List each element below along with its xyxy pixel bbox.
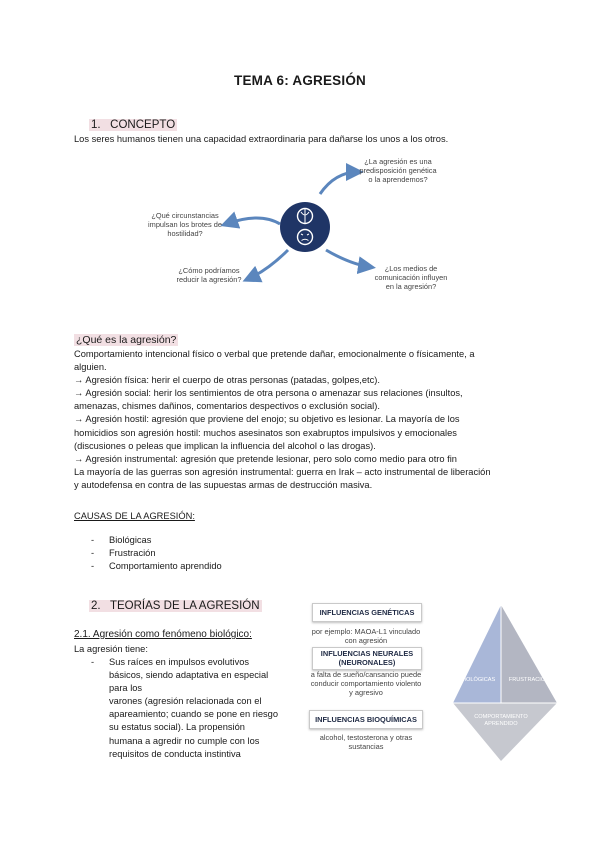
bullet-line: requisitos de conducta instintiva [109, 748, 241, 759]
bullet-line: básicos, siendo adaptativa en especial [109, 670, 269, 681]
question-genetic: ¿La agresión es una predisposición genética o la aprendemos? [359, 157, 437, 184]
triangle-label-aprendido: COMPORTAMIENTO APRENDIDO [474, 714, 528, 727]
triangle-bottom [453, 703, 557, 761]
genetic-influences-box: INFLUENCIAS GENÉTICAS [312, 603, 422, 622]
bullet-line: apareamiento; cuando se pone en riesgo [109, 709, 279, 720]
arrow-left [226, 218, 280, 224]
arrow-top-right [320, 172, 358, 194]
arrow-bottom-left [248, 250, 288, 279]
question-circumstances: ¿Qué circunstancias impulsan los brotes de hostilidad? [148, 211, 222, 238]
causes-list [74, 534, 374, 573]
bullet-block [74, 656, 304, 761]
bullet-line: varones (agresión relacionada con el [109, 696, 262, 707]
bullet-line: humana a agredir no cumple con los [109, 735, 260, 746]
definition-line: amenazas, chismes dañinos, comentarios despectivos o exclusión social). [74, 401, 380, 412]
bullet-line: para los [109, 683, 143, 694]
triangle-label-frustracion: FRUSTRACIÓN [508, 677, 550, 683]
definition-line: → Agresión instrumental: agresión que pretende lesionar, pero solo como medio para otro fin [74, 453, 457, 464]
definition-line: Comportamiento intencional físico o verbal que pretende dañar, emocionalmente o físicamente, a [74, 349, 475, 359]
list-item: - Comportamiento aprendido [74, 560, 374, 573]
question-diagram [140, 152, 460, 312]
neural-influences-desc: a falta de sueño/cansancio puede conducir comportamiento violento y agresivo [310, 670, 422, 697]
question-reduce: ¿Cómo podríamos reducir la agresión? [176, 266, 242, 284]
dash-marker: - [91, 657, 95, 667]
triangle-label-biologicas: BIOLÓGICAS [460, 677, 496, 683]
definition-block [74, 348, 589, 492]
section-heading-text: 1. CONCEPTO [91, 119, 176, 131]
definition-line: → Agresión física: herir el cuerpo de otras personas (patadas, golpes,etc). [74, 375, 380, 386]
list-item: - Biológicas [74, 534, 374, 547]
triangle-left [453, 605, 501, 703]
definition-line: alguien. [74, 362, 107, 373]
causes-triangle [445, 603, 565, 763]
subsection-heading-que-es [74, 334, 178, 346]
definition-line: La mayoría de las guerras son agresión instrumental: guerra en Irak – acto instrumental de liberación [74, 466, 491, 477]
genetic-influences-desc: por ejemplo: MAOA-L1 vinculado con agresión [311, 627, 421, 645]
biochemical-influences-desc: alcohol, testosterona y otras sustancias [319, 733, 413, 751]
bullet-line: Sus raíces en impulsos evolutivos [109, 657, 250, 667]
subsection-heading-biologico [74, 629, 252, 640]
arrow-bottom-right [326, 250, 370, 267]
section-heading-teorias [89, 600, 262, 612]
question-media: ¿Los medios de comunicación influyen en la agresión? [374, 264, 448, 291]
subsection-heading-text: ¿Qué es la agresión? [76, 334, 177, 346]
bullet-line: su estatus social). La propensión [109, 722, 245, 733]
section-heading-text: 2. TEORÍAS DE LA AGRESIÓN [91, 600, 260, 612]
definition-line: → Agresión hostil: agresión que proviene del enojo; su objetivo es lesionar. La mayoría de los [74, 414, 460, 425]
triangle-right [501, 605, 557, 703]
definition-line: (discusiones o peleas que implican la influencia del alcohol o las drogas). [74, 440, 376, 451]
biochemical-influences-box: INFLUENCIAS BIOQUÍMICAS [309, 710, 423, 729]
definition-line: homicidios son agresión hostil: muchos asesinatos son exabruptos impulsivos y emocionales [74, 427, 457, 438]
list-item: - Frustración [74, 547, 374, 560]
lead-text: La agresión tiene: [74, 644, 148, 654]
intro-text: Los seres humanos tienen una capacidad extraordinaria para dañarse los unos a los otros. [74, 134, 449, 144]
subsection-heading-text: 2.1. Agresión como fenómeno biológico: [74, 629, 252, 640]
neural-influences-box: INFLUENCIAS NEURALES (NEURONALES) [312, 647, 422, 670]
causes-heading: CAUSAS DE LA AGRESIÓN: [74, 511, 195, 521]
section-heading-concepto [89, 119, 177, 131]
page-title: TEMA 6: AGRESIÓN [234, 73, 366, 88]
definition-line: y autodefensa en contra de las supuestas armas de destrucción masiva. [74, 479, 373, 490]
definition-line: → Agresión social: herir los sentimientos de otra persona o amenazar sus relaciones (insultos, [74, 388, 463, 399]
influences-panel [306, 603, 426, 763]
